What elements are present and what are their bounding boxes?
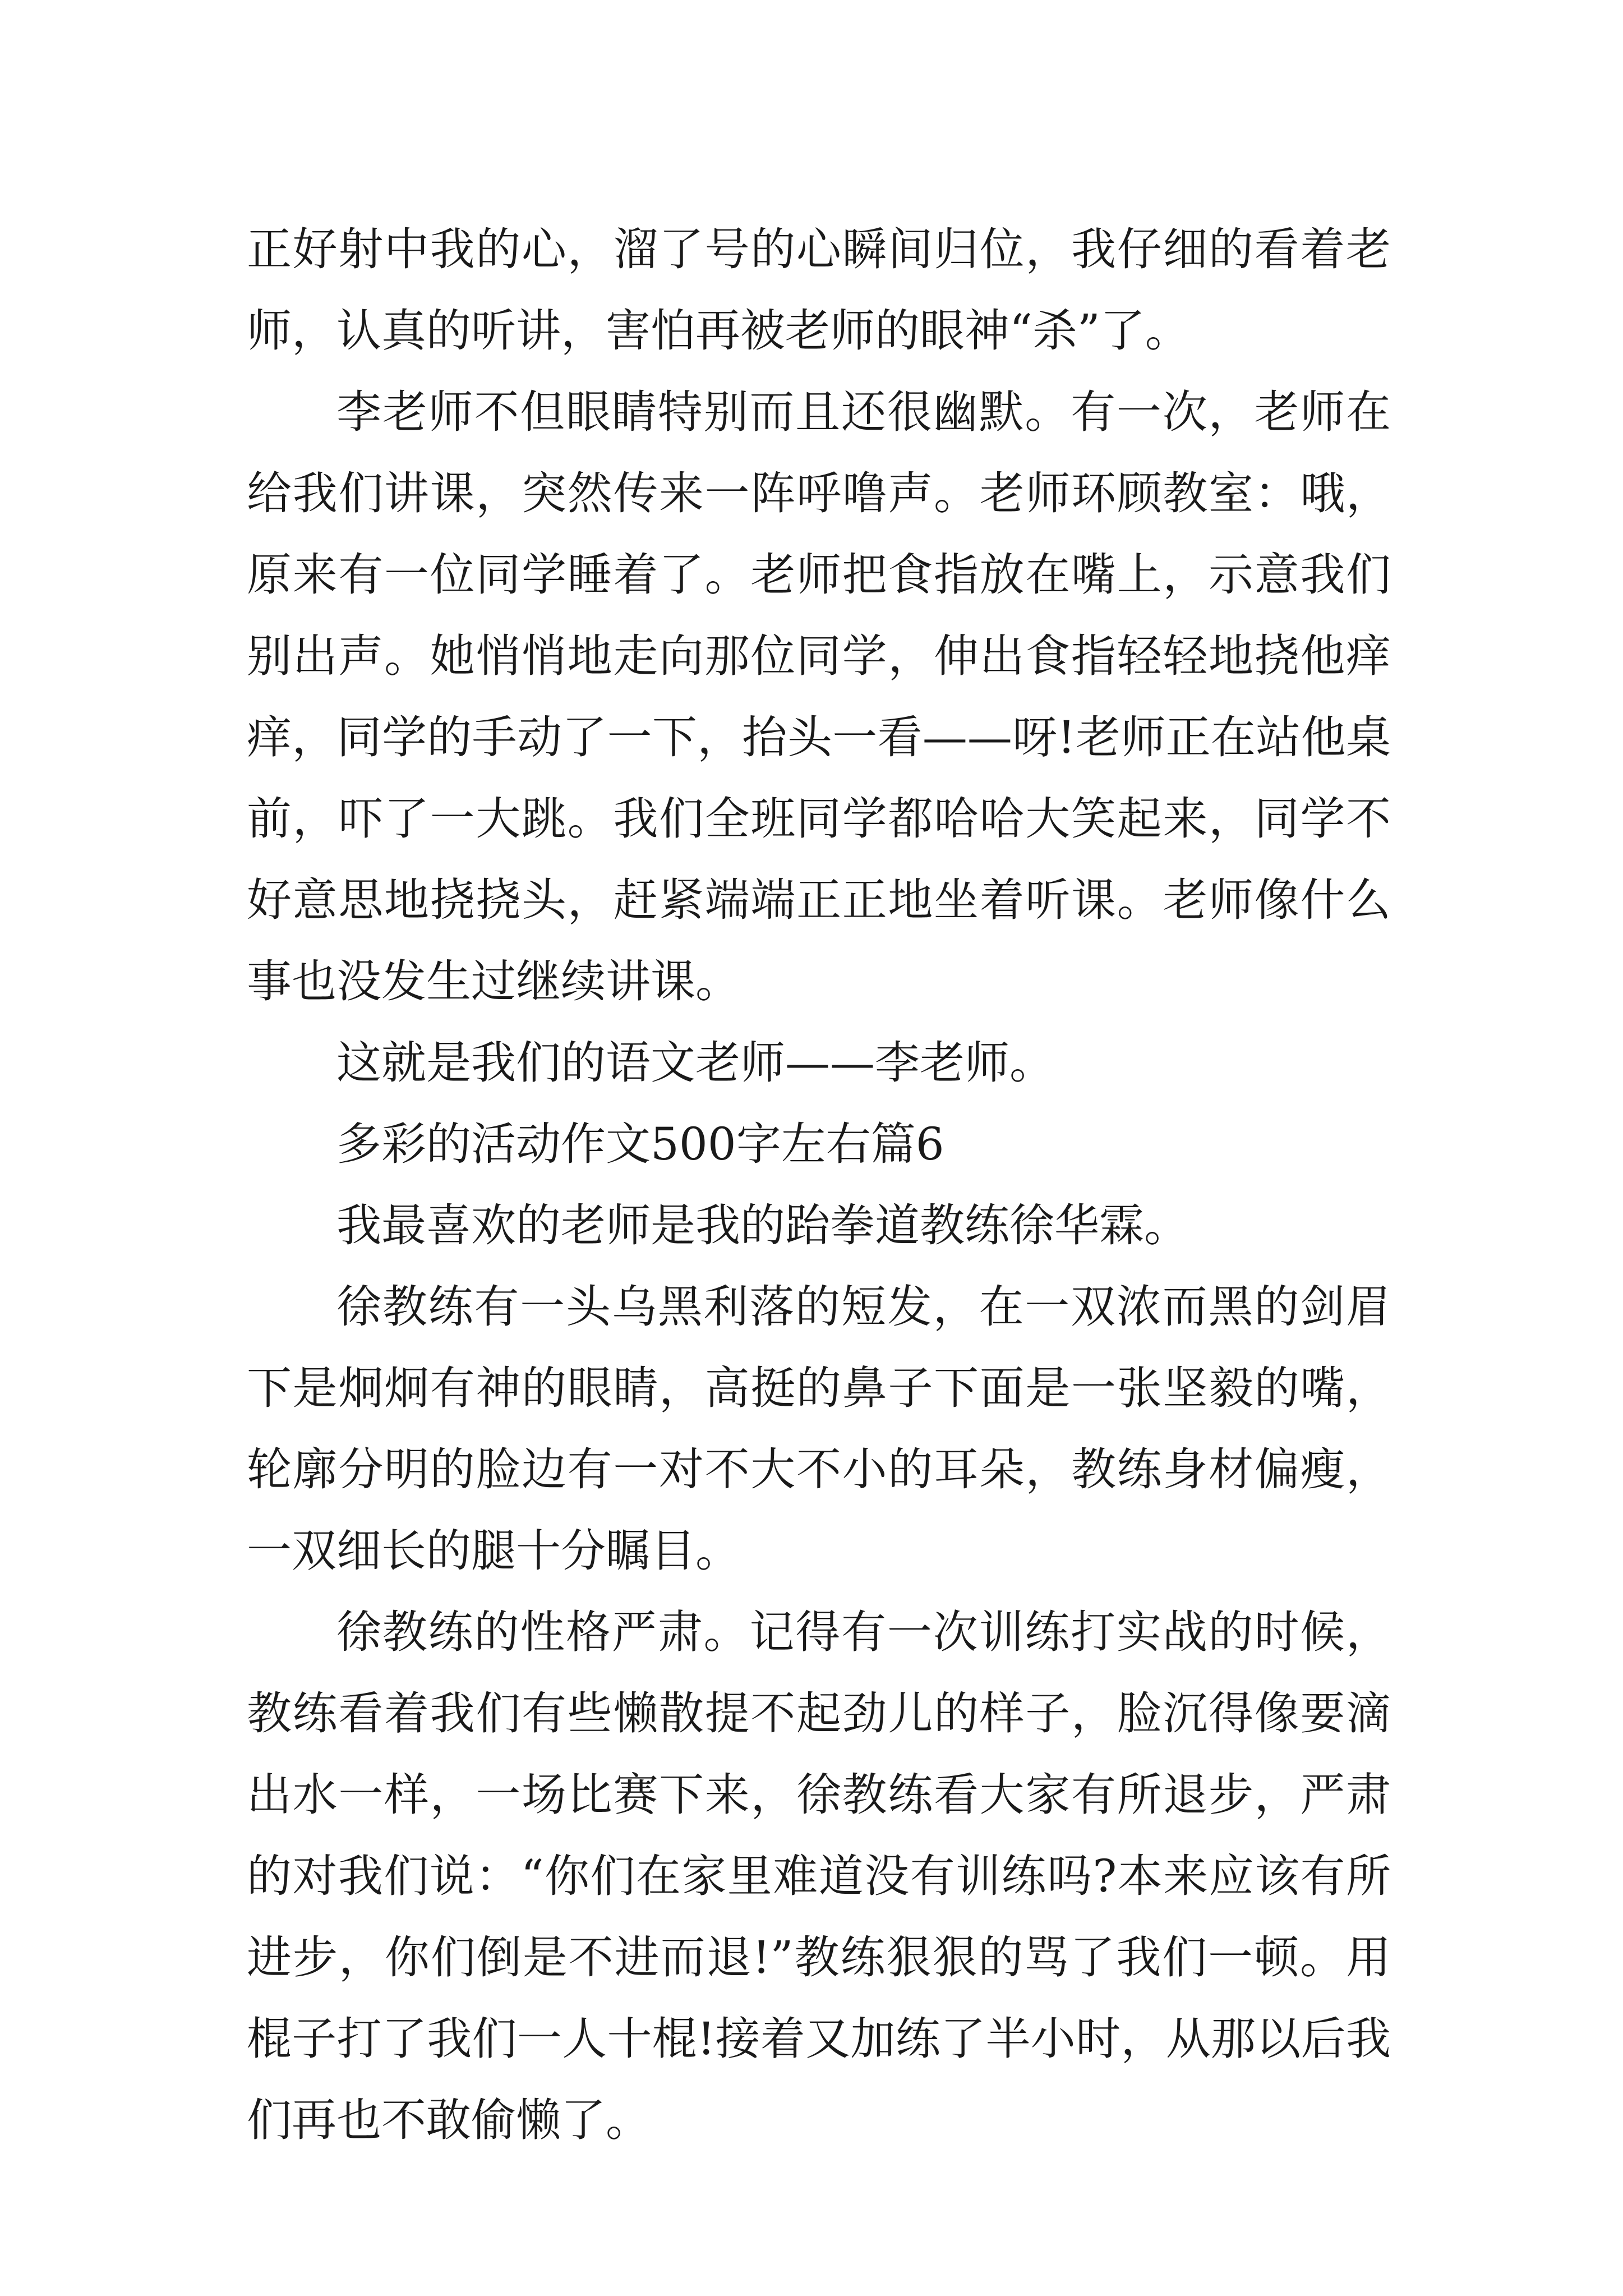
paragraph-7: 徐教练的性格严肃。记得有一次训练打实战的时候，教练看着我们有些懒散提不起劲儿的样子，脸沉得像要滴出水一样，一场比赛下来，徐教练看大家有所退步，严肃的对我们说：“你们在家里难道没有训练吗?本来应该有所进步，你们倒是不进而退!”教练狠狠的骂了我们一顿。用棍子打了我们一人十棍!接着又加练了半小时，从那以后我们再也不敢偷懒了。 (247, 1606, 1391, 2146)
article-body (247, 209, 1391, 2161)
section-heading: 多彩的活动作文500字左右篇6 (336, 1118, 944, 1170)
paragraph-6: 徐教练有一头乌黑利落的短发，在一双浓而黑的剑眉下是炯炯有神的眼睛，高挺的鼻子下面是一张坚毅的嘴，轮廓分明的脸边有一对不大不小的耳朵，教练身材偏瘦，一双细长的腿十分瞩目。 (247, 1281, 1391, 1577)
paragraph-3: 这就是我们的语文老师——李老师。 (336, 1037, 1054, 1089)
paragraph-2: 李老师不但眼睛特别而且还很幽默。有一次，老师在给我们讲课，突然传来一阵呼噜声。老师环顾教室：哦，原来有一位同学睡着了。老师把食指放在嘴上，示意我们别出声。她悄悄地走向那位同学，伸出食指轻轻地挠他痒痒，同学的手动了一下，抬头一看——呀!老师正在站他桌前，吓了一大跳。我们全班同学都哈哈大笑起来，同学不好意思地挠挠头，赶紧端端正正地坐着听课。老师像什么事也没发生过继续讲课。 (247, 386, 1391, 1007)
paragraph-5: 我最喜欢的老师是我的跆拳道教练徐华霖。 (336, 1199, 1189, 1251)
paragraph-1: 正好射中我的心，溜了号的心瞬间归位，我仔细的看着老师，认真的听讲，害怕再被老师的眼神“杀”了。 (247, 223, 1391, 357)
